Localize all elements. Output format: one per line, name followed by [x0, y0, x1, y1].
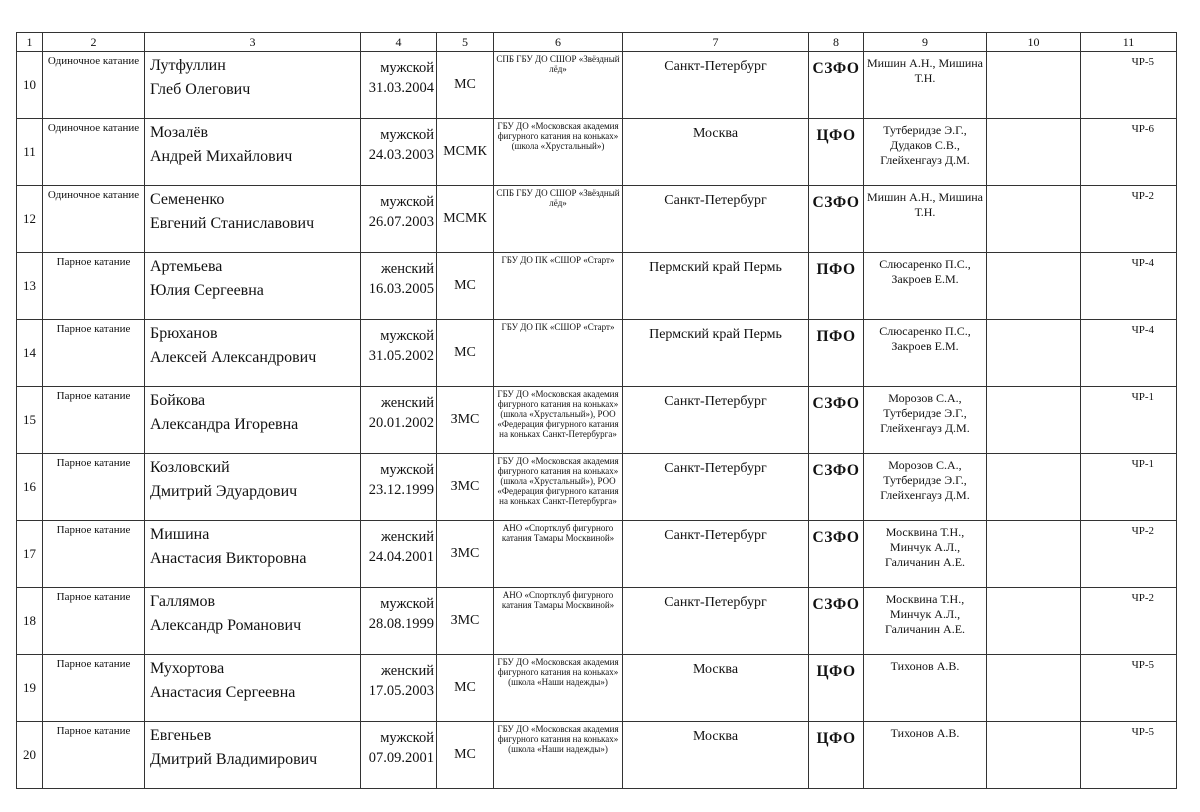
region-cell: Пермский край Пермь [623, 320, 809, 387]
coaches-cell: Тихонов А.В. [864, 655, 987, 722]
event-code-cell: ЧР-5 [1081, 52, 1177, 119]
column-header: 4 [361, 33, 437, 52]
athlete-surname: Евгеньев [150, 727, 212, 744]
athlete-birth-date: 20.01.2002 [368, 415, 434, 431]
region-cell: Санкт-Петербург [623, 454, 809, 521]
organization-cell: ГБУ ДО «Московская академия фигурного катания на коньках» (школа «Хрустальный»), РОО «Федерация фигурного катания на коньках Санкт-Петербурга» [494, 454, 623, 521]
athlete-given-names: Глеб Олегович [150, 81, 251, 98]
gender-dob-cell [361, 387, 437, 454]
athlete-surname: Козловский [150, 459, 230, 476]
federal-district-cell: ЦФО [809, 722, 864, 789]
athlete-gender: мужской [380, 60, 434, 76]
athlete-surname: Галлямов [150, 593, 216, 610]
gender-dob-cell [361, 722, 437, 789]
sport-rank-cell: МС [437, 655, 494, 722]
column-header: 8 [809, 33, 864, 52]
federal-district-cell: ПФО [809, 253, 864, 320]
column-10-cell [987, 722, 1081, 789]
row-number: 11 [17, 119, 43, 186]
region-cell: Москва [623, 655, 809, 722]
athlete-gender: мужской [380, 596, 434, 612]
discipline-cell: Одиночное катание [43, 52, 145, 119]
federal-district-cell: СЗФО [809, 186, 864, 253]
sport-rank-cell: МСМК [437, 119, 494, 186]
column-10-cell [987, 253, 1081, 320]
athlete-gender: мужской [380, 194, 434, 210]
coaches-cell: Мишин А.Н., Мишина Т.Н. [864, 186, 987, 253]
athlete-gender: женский [380, 395, 434, 411]
row-number: 10 [17, 52, 43, 119]
organization-cell: СПБ ГБУ ДО СШОР «Звёздный лёд» [494, 52, 623, 119]
athlete-surname: Мишина [150, 526, 210, 543]
table-row [17, 722, 1177, 789]
gender-dob-cell [361, 655, 437, 722]
athlete-birth-date: 31.05.2002 [368, 348, 434, 364]
athlete-name-cell [145, 588, 361, 655]
athlete-birth-date: 31.03.2004 [368, 80, 434, 96]
athlete-birth-date: 23.12.1999 [368, 482, 434, 498]
region-cell: Москва [623, 119, 809, 186]
coaches-cell: Москвина Т.Н., Минчук А.Л., Галичанин А.Е. [864, 588, 987, 655]
column-10-cell [987, 521, 1081, 588]
column-10-cell [987, 588, 1081, 655]
federal-district-cell: ЦФО [809, 655, 864, 722]
event-code-cell: ЧР-4 [1081, 253, 1177, 320]
gender-dob-cell [361, 320, 437, 387]
sport-rank-cell: ЗМС [437, 387, 494, 454]
athlete-given-names: Анастасия Викторовна [150, 550, 307, 567]
federal-district-cell: СЗФО [809, 52, 864, 119]
column-header: 3 [145, 33, 361, 52]
sport-rank-cell: МС [437, 320, 494, 387]
row-number: 15 [17, 387, 43, 454]
row-number: 17 [17, 521, 43, 588]
coaches-cell: Москвина Т.Н., Минчук А.Л., Галичанин А.Е. [864, 521, 987, 588]
column-header: 9 [864, 33, 987, 52]
region-cell: Москва [623, 722, 809, 789]
athlete-given-names: Юлия Сергеевна [150, 282, 264, 299]
federal-district-cell: СЗФО [809, 387, 864, 454]
federal-district-cell: СЗФО [809, 454, 864, 521]
event-code-cell: ЧР-2 [1081, 521, 1177, 588]
sport-rank-cell: ЗМС [437, 454, 494, 521]
row-number: 12 [17, 186, 43, 253]
region-cell: Пермский край Пермь [623, 253, 809, 320]
gender-dob-cell [361, 119, 437, 186]
region-cell: Санкт-Петербург [623, 588, 809, 655]
roster-body [17, 52, 1177, 789]
athlete-given-names: Дмитрий Эдуардович [150, 483, 298, 500]
region-cell: Санкт-Петербург [623, 52, 809, 119]
athlete-name-cell [145, 655, 361, 722]
athlete-gender: женский [380, 261, 434, 277]
table-row [17, 521, 1177, 588]
athlete-name-cell [145, 186, 361, 253]
roster-sheet [16, 32, 1177, 789]
athlete-gender: женский [380, 529, 434, 545]
athlete-surname: Семененко [150, 191, 225, 208]
row-number: 14 [17, 320, 43, 387]
athlete-birth-date: 16.03.2005 [368, 281, 434, 297]
region-cell: Санкт-Петербург [623, 521, 809, 588]
table-row [17, 186, 1177, 253]
organization-cell: АНО «Спортклуб фигурного катания Тамары Москвиной» [494, 588, 623, 655]
coaches-cell: Тихонов А.В. [864, 722, 987, 789]
sport-rank-cell: МС [437, 52, 494, 119]
discipline-cell: Парное катание [43, 521, 145, 588]
athlete-name-cell [145, 722, 361, 789]
athlete-gender: мужской [380, 328, 434, 344]
federal-district-cell: ЦФО [809, 119, 864, 186]
table-row [17, 387, 1177, 454]
discipline-cell: Парное катание [43, 655, 145, 722]
athlete-gender: мужской [380, 730, 434, 746]
athlete-birth-date: 07.09.2001 [368, 750, 434, 766]
sport-rank-cell: МСМК [437, 186, 494, 253]
coaches-cell: Слюсаренко П.С., Закроев Е.М. [864, 320, 987, 387]
column-10-cell [987, 454, 1081, 521]
gender-dob-cell [361, 186, 437, 253]
sport-rank-cell: ЗМС [437, 588, 494, 655]
discipline-cell: Парное катание [43, 253, 145, 320]
organization-cell: ГБУ ДО ПК «СШОР «Старт» [494, 253, 623, 320]
athlete-birth-date: 26.07.2003 [368, 214, 434, 230]
organization-cell: ГБУ ДО ПК «СШОР «Старт» [494, 320, 623, 387]
column-header: 5 [437, 33, 494, 52]
discipline-cell: Одиночное катание [43, 119, 145, 186]
athlete-name-cell [145, 52, 361, 119]
gender-dob-cell [361, 521, 437, 588]
column-header: 1 [17, 33, 43, 52]
athlete-surname: Мозалёв [150, 124, 209, 141]
athlete-gender: мужской [380, 127, 434, 143]
discipline-cell: Парное катание [43, 722, 145, 789]
table-row [17, 119, 1177, 186]
athlete-given-names: Александра Игоревна [150, 416, 299, 433]
athlete-name-cell [145, 454, 361, 521]
organization-cell: АНО «Спортклуб фигурного катания Тамары Москвиной» [494, 521, 623, 588]
discipline-cell: Парное катание [43, 454, 145, 521]
column-header: 2 [43, 33, 145, 52]
federal-district-cell: СЗФО [809, 521, 864, 588]
athlete-name-cell [145, 521, 361, 588]
athlete-surname: Лутфуллин [150, 57, 226, 74]
athlete-surname: Артемьева [150, 258, 223, 275]
table-row [17, 655, 1177, 722]
federal-district-cell: ПФО [809, 320, 864, 387]
organization-cell: ГБУ ДО «Московская академия фигурного катания на коньках» (школа «Хрустальный») [494, 119, 623, 186]
roster-table [16, 32, 1177, 789]
event-code-cell: ЧР-2 [1081, 588, 1177, 655]
discipline-cell: Одиночное катание [43, 186, 145, 253]
event-code-cell: ЧР-2 [1081, 186, 1177, 253]
athlete-given-names: Дмитрий Владимирович [150, 751, 318, 768]
organization-cell: ГБУ ДО «Московская академия фигурного катания на коньках» (школа «Наши надежды») [494, 655, 623, 722]
gender-dob-cell [361, 588, 437, 655]
athlete-given-names: Александр Романович [150, 617, 302, 634]
gender-dob-cell [361, 253, 437, 320]
athlete-name-cell [145, 119, 361, 186]
coaches-cell: Морозов С.А., Тутберидзе Э.Г., Глейхенгауз Д.М. [864, 454, 987, 521]
row-number: 20 [17, 722, 43, 789]
event-code-cell: ЧР-6 [1081, 119, 1177, 186]
row-number: 19 [17, 655, 43, 722]
region-cell: Санкт-Петербург [623, 387, 809, 454]
sport-rank-cell: ЗМС [437, 521, 494, 588]
column-10-cell [987, 387, 1081, 454]
coaches-cell: Морозов С.А., Тутберидзе Э.Г., Глейхенгауз Д.М. [864, 387, 987, 454]
event-code-cell: ЧР-5 [1081, 722, 1177, 789]
table-row [17, 454, 1177, 521]
athlete-given-names: Анастасия Сергеевна [150, 684, 296, 701]
column-header: 10 [987, 33, 1081, 52]
federal-district-cell: СЗФО [809, 588, 864, 655]
athlete-name-cell [145, 253, 361, 320]
athlete-birth-date: 24.04.2001 [368, 549, 434, 565]
event-code-cell: ЧР-5 [1081, 655, 1177, 722]
column-10-cell [987, 52, 1081, 119]
athlete-name-cell [145, 320, 361, 387]
coaches-cell: Мишин А.Н., Мишина Т.Н. [864, 52, 987, 119]
organization-cell: ГБУ ДО «Московская академия фигурного катания на коньках» (школа «Наши надежды») [494, 722, 623, 789]
region-cell: Санкт-Петербург [623, 186, 809, 253]
event-code-cell: ЧР-1 [1081, 454, 1177, 521]
table-row [17, 52, 1177, 119]
athlete-surname: Мухортова [150, 660, 225, 677]
discipline-cell: Парное катание [43, 387, 145, 454]
athlete-surname: Бойкова [150, 392, 206, 409]
gender-dob-cell [361, 52, 437, 119]
table-row [17, 253, 1177, 320]
column-10-cell [987, 119, 1081, 186]
discipline-cell: Парное катание [43, 320, 145, 387]
sport-rank-cell: МС [437, 253, 494, 320]
column-header: 11 [1081, 33, 1177, 52]
table-row [17, 588, 1177, 655]
sport-rank-cell: МС [437, 722, 494, 789]
athlete-birth-date: 28.08.1999 [368, 616, 434, 632]
coaches-cell: Тутберидзе Э.Г., Дудаков С.В., Глейхенгауз Д.М. [864, 119, 987, 186]
organization-cell: ГБУ ДО «Московская академия фигурного катания на коньках» (школа «Хрустальный»), РОО «Федерация фигурного катания на коньках Санкт-Петербурга» [494, 387, 623, 454]
row-number: 18 [17, 588, 43, 655]
discipline-cell: Парное катание [43, 588, 145, 655]
column-header: 6 [494, 33, 623, 52]
athlete-given-names: Евгений Станиславович [150, 215, 315, 232]
column-10-cell [987, 320, 1081, 387]
column-10-cell [987, 186, 1081, 253]
athlete-birth-date: 24.03.2003 [368, 147, 434, 163]
athlete-given-names: Андрей Михайлович [150, 148, 293, 165]
column-number-row [17, 33, 1177, 52]
column-header: 7 [623, 33, 809, 52]
athlete-surname: Брюханов [150, 325, 218, 342]
event-code-cell: ЧР-4 [1081, 320, 1177, 387]
organization-cell: СПБ ГБУ ДО СШОР «Звёздный лёд» [494, 186, 623, 253]
gender-dob-cell [361, 454, 437, 521]
athlete-given-names: Алексей Александрович [150, 349, 317, 366]
coaches-cell: Слюсаренко П.С., Закроев Е.М. [864, 253, 987, 320]
event-code-cell: ЧР-1 [1081, 387, 1177, 454]
column-10-cell [987, 655, 1081, 722]
athlete-gender: мужской [380, 462, 434, 478]
athlete-gender: женский [380, 663, 434, 679]
row-number: 13 [17, 253, 43, 320]
athlete-name-cell [145, 387, 361, 454]
row-number: 16 [17, 454, 43, 521]
athlete-birth-date: 17.05.2003 [368, 683, 434, 699]
table-row [17, 320, 1177, 387]
